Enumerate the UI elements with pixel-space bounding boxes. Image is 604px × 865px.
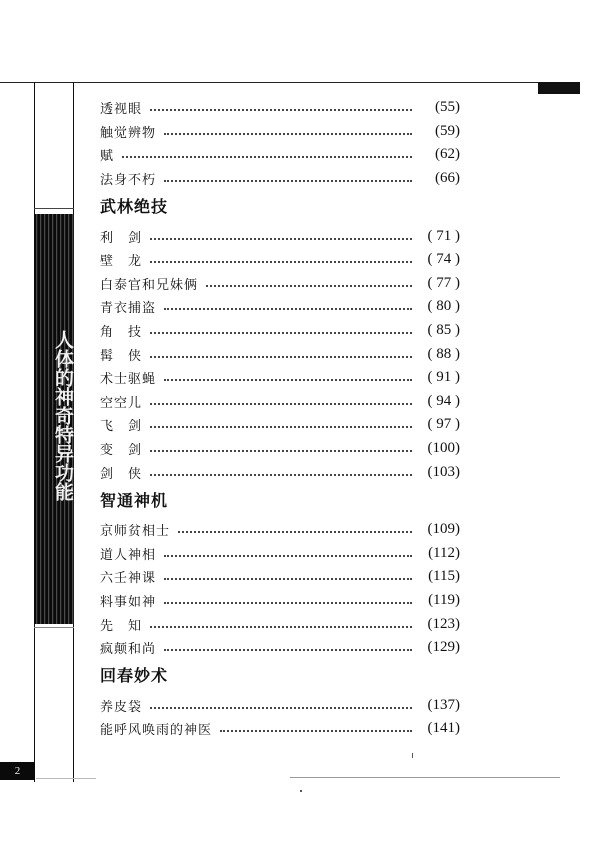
dot-leader (150, 402, 412, 405)
table-of-contents (100, 96, 460, 741)
footer-rule (290, 777, 560, 778)
dot-leader (150, 260, 412, 263)
toc-entry[interactable] (100, 96, 460, 120)
toc-entry-page: ( 74 ) (427, 251, 460, 268)
toc-entry[interactable] (100, 717, 460, 741)
header-rule (0, 82, 540, 83)
toc-entry-page: ( 88 ) (427, 345, 460, 362)
toc-entry-title: 道人神相 (100, 547, 157, 563)
toc-entry-title: 能呼风唤雨的神医 (100, 723, 213, 739)
toc-entry-page: ( 80 ) (427, 298, 460, 315)
toc-group (100, 484, 460, 660)
dot-leader (150, 108, 412, 111)
toc-group (100, 190, 460, 484)
toc-entry-title: 变 剑 (100, 443, 143, 459)
toc-entry[interactable] (100, 390, 460, 414)
toc-entry-page: (100) (427, 440, 460, 457)
spine-divider-top (34, 208, 74, 209)
dot-leader (150, 625, 412, 628)
toc-entry-page: (109) (427, 521, 460, 538)
toc-entry-title: 剑 侠 (100, 466, 143, 482)
toc-entry-title: 六壬神课 (100, 571, 157, 587)
toc-entry[interactable] (100, 342, 460, 366)
toc-entry-page: (119) (428, 591, 460, 608)
toc-entry[interactable] (100, 437, 460, 461)
dot-leader (150, 473, 412, 476)
toc-entry[interactable] (100, 413, 460, 437)
toc-entry-page: (115) (428, 568, 460, 585)
dot-leader (150, 355, 412, 358)
toc-entry[interactable] (100, 295, 460, 319)
toc-entry-title: 法身不朽 (100, 173, 157, 189)
toc-entry[interactable] (100, 366, 460, 390)
toc-entry[interactable] (100, 224, 460, 248)
dot-leader (164, 378, 412, 381)
spine-book-title: 人体的神奇特异功能 (52, 330, 74, 501)
toc-entry-title: 青衣捕盗 (100, 301, 157, 317)
scan-speck (412, 753, 413, 758)
toc-entry[interactable] (100, 143, 460, 167)
dot-leader (178, 530, 412, 533)
dot-leader (150, 706, 412, 709)
toc-entry-title: 赋 (100, 149, 115, 165)
toc-group (100, 96, 460, 190)
toc-entry[interactable] (100, 319, 460, 343)
toc-entry-page: (123) (427, 615, 460, 632)
toc-entry[interactable] (100, 693, 460, 717)
dot-leader (164, 577, 412, 580)
toc-entry-title: 空空儿 (100, 395, 143, 411)
toc-entry-title: 角 技 (100, 325, 143, 341)
dot-leader (150, 237, 412, 240)
toc-entry[interactable] (100, 167, 460, 191)
toc-entry-title: 壁 龙 (100, 254, 143, 270)
scan-speck (300, 790, 302, 792)
toc-entry-title: 透视眼 (100, 102, 143, 118)
toc-entry[interactable] (100, 272, 460, 296)
toc-entry-title: 髯 侠 (100, 348, 143, 364)
toc-group (100, 659, 460, 740)
toc-section-heading: 回春妙术 (100, 666, 169, 686)
toc-entry-page: ( 94 ) (427, 392, 460, 409)
toc-section-heading: 智通神机 (100, 490, 169, 510)
dot-leader (164, 132, 412, 135)
toc-entry-page: ( 91 ) (427, 369, 460, 386)
toc-entry-page: (112) (428, 544, 460, 561)
toc-entry-title: 白泰官和兄妹俩 (100, 277, 199, 293)
toc-entry-page: ( 77 ) (427, 274, 460, 291)
toc-entry[interactable] (100, 612, 460, 636)
dot-leader (164, 554, 412, 557)
toc-entry-page: (103) (427, 463, 460, 480)
toc-entry[interactable] (100, 460, 460, 484)
toc-entry-title: 先 知 (100, 618, 143, 634)
toc-entry-page: (66) (435, 170, 460, 187)
dot-leader (164, 601, 412, 604)
page-number: 2 (0, 762, 35, 780)
toc-entry-page: (59) (435, 122, 460, 139)
toc-entry[interactable] (100, 120, 460, 144)
toc-section-heading: 武林绝技 (100, 197, 169, 217)
toc-entry-title: 疯颠和尚 (100, 642, 157, 658)
toc-entry-title: 养皮袋 (100, 699, 143, 715)
dot-leader (220, 729, 412, 732)
toc-entry[interactable] (100, 589, 460, 613)
toc-entry[interactable] (100, 636, 460, 660)
dot-leader (164, 307, 412, 310)
toc-entry[interactable] (100, 565, 460, 589)
toc-entry[interactable] (100, 542, 460, 566)
toc-entry-page: (137) (427, 696, 460, 713)
toc-entry-page: (141) (427, 720, 460, 737)
dot-leader (164, 179, 412, 182)
header-tab-marker (538, 82, 580, 94)
toc-entry-page: ( 85 ) (427, 322, 460, 339)
dot-leader (150, 449, 412, 452)
footer-rule-left (36, 778, 96, 779)
toc-entry-title: 京师贫相士 (100, 524, 171, 540)
toc-entry-title: 飞 剑 (100, 419, 143, 435)
toc-entry-page: ( 71 ) (427, 227, 460, 244)
toc-entry-title: 利 剑 (100, 230, 143, 246)
toc-entry-page: (55) (435, 99, 460, 116)
toc-entry-title: 触觉辨物 (100, 125, 157, 141)
dot-leader (150, 425, 412, 428)
toc-entry-page: (129) (427, 639, 460, 656)
toc-entry[interactable] (100, 248, 460, 272)
dot-leader (150, 331, 412, 334)
dot-leader (122, 155, 412, 158)
toc-entry-page: (62) (435, 146, 460, 163)
toc-entry-page: ( 97 ) (427, 416, 460, 433)
dot-leader (164, 648, 412, 651)
toc-entry-title: 术士驱蝇 (100, 372, 157, 388)
toc-entry[interactable] (100, 518, 460, 542)
spine-divider-bottom (34, 627, 74, 628)
toc-entry-title: 料事如神 (100, 594, 157, 610)
dot-leader (206, 284, 412, 287)
